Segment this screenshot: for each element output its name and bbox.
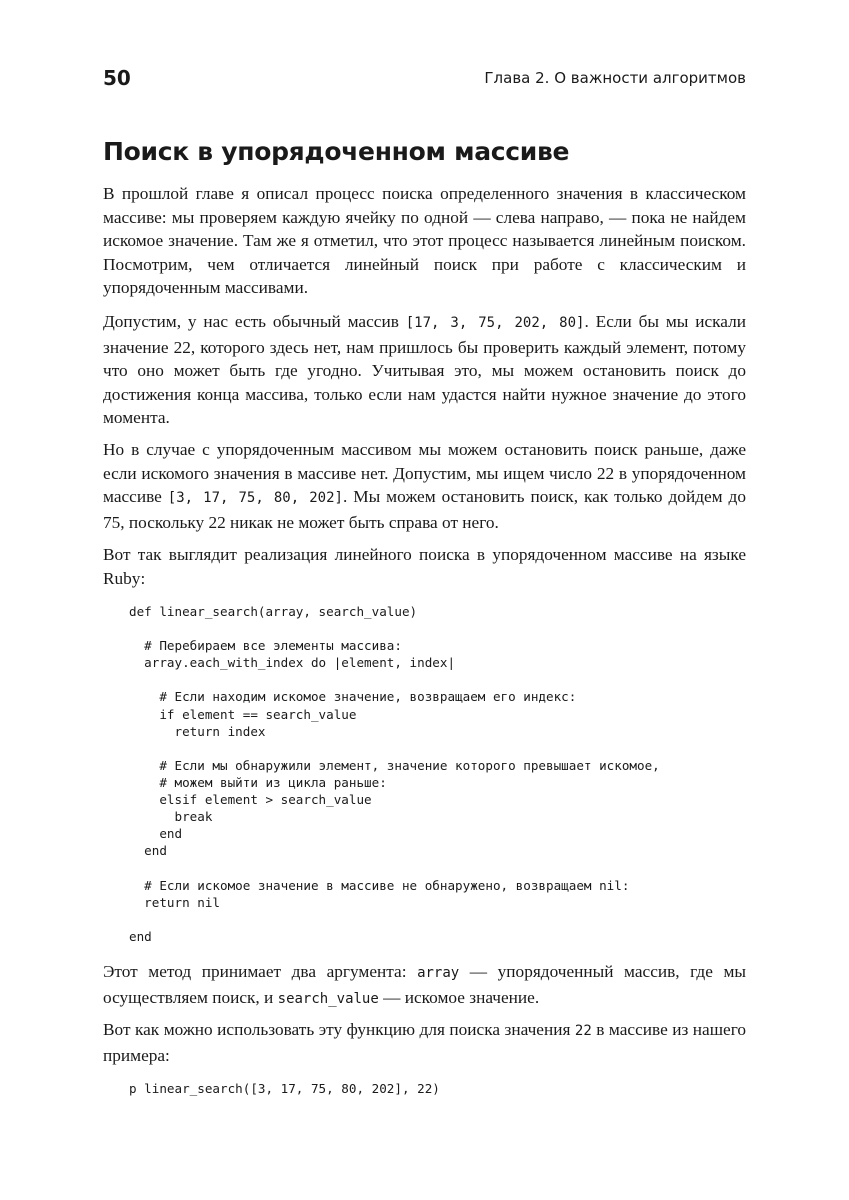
paragraph-method-arguments <box>103 960 746 1011</box>
inline-code-array: array <box>417 965 460 981</box>
chapter-title: Глава 2. О важности алгоритмов <box>484 69 746 87</box>
code-block-linear-search: def linear_search(array, search_value) # Перебираем все элементы массива: array.each_with_index do |element, index| # Если находим искомое значение, возвращаем его индекс: if element == search_value return index # Если мы обнаружили элемент, значение которого превышает искомое, # можем выйти из цикла раньше: elsif element > search_value break end end # Если искомое значение в массиве не обнаружено, возвращаем nil: return nil end <box>129 604 660 944</box>
code-block-usage: p linear_search([3, 17, 75, 80, 202], 22) <box>129 1081 440 1096</box>
paragraph-text: . Мы можем остановить поиск, как только дойдем до 75, поскольку 22 никак не может быть справа от него. <box>103 487 746 532</box>
paragraph-linear-search-intro: В прошлой главе я описал процесс поиска определенного значения в классическом массиве: мы проверяем каждую ячейку по одной — слева направо, — пока не найдем искомое значение. Там же я отметил, что этот процесс называется линейным поиском. Посмотрим, чем отличается линейный поиск при работе с классическим и упорядоченным массивами. <box>103 184 746 297</box>
paragraph-text: в массиве из нашего примера: <box>103 1020 747 1065</box>
inline-code-unsorted-array: [17, 3, 75, 202, 80] <box>405 315 585 331</box>
paragraph-sorted-array <box>103 438 746 534</box>
running-header <box>103 66 746 92</box>
paragraph-usage-intro <box>103 1018 746 1067</box>
paragraph-text: Допустим, у нас есть обычный массив <box>103 312 406 331</box>
paragraph-unsorted-array <box>103 310 746 430</box>
page-number: 50 <box>103 66 131 90</box>
inline-code-search-value: search_value <box>277 990 379 1007</box>
paragraph-text: Вот как можно использовать эту функцию для поиска значения <box>103 1020 575 1039</box>
paragraph-text: Этот метод принимает два аргумента: <box>103 962 418 981</box>
paragraph-ruby-intro: Вот так выглядит реализация линейного поиска в упорядоченном массиве на языке Ruby: <box>103 545 746 588</box>
paragraph-text: . Если бы мы искали значение 22, которого здесь нет, нам пришлось бы проверить каждый элемент, потому что оно может быть где угодно. Учитывая это, мы можем остановить поиск до достижения конца массива, только если нам удастся найти нужное значение до этого момента. <box>103 312 747 427</box>
inline-code-sorted-array: [3, 17, 75, 80, 202] <box>167 490 343 506</box>
paragraph-text: — искомое значение. <box>378 987 540 1007</box>
section-heading: Поиск в упорядоченном массиве <box>103 137 570 166</box>
paragraph-text: Но в случае с упорядоченным массивом мы можем остановить поиск раньше, даже если искомого значения в массиве нет. Допустим, мы ищем число 22 в упорядоченном массиве <box>103 440 746 506</box>
inline-code-22: 22 <box>574 1023 592 1039</box>
paragraph-text: — упорядоченный массив, где мы осуществляем поиск, и <box>103 962 746 1007</box>
